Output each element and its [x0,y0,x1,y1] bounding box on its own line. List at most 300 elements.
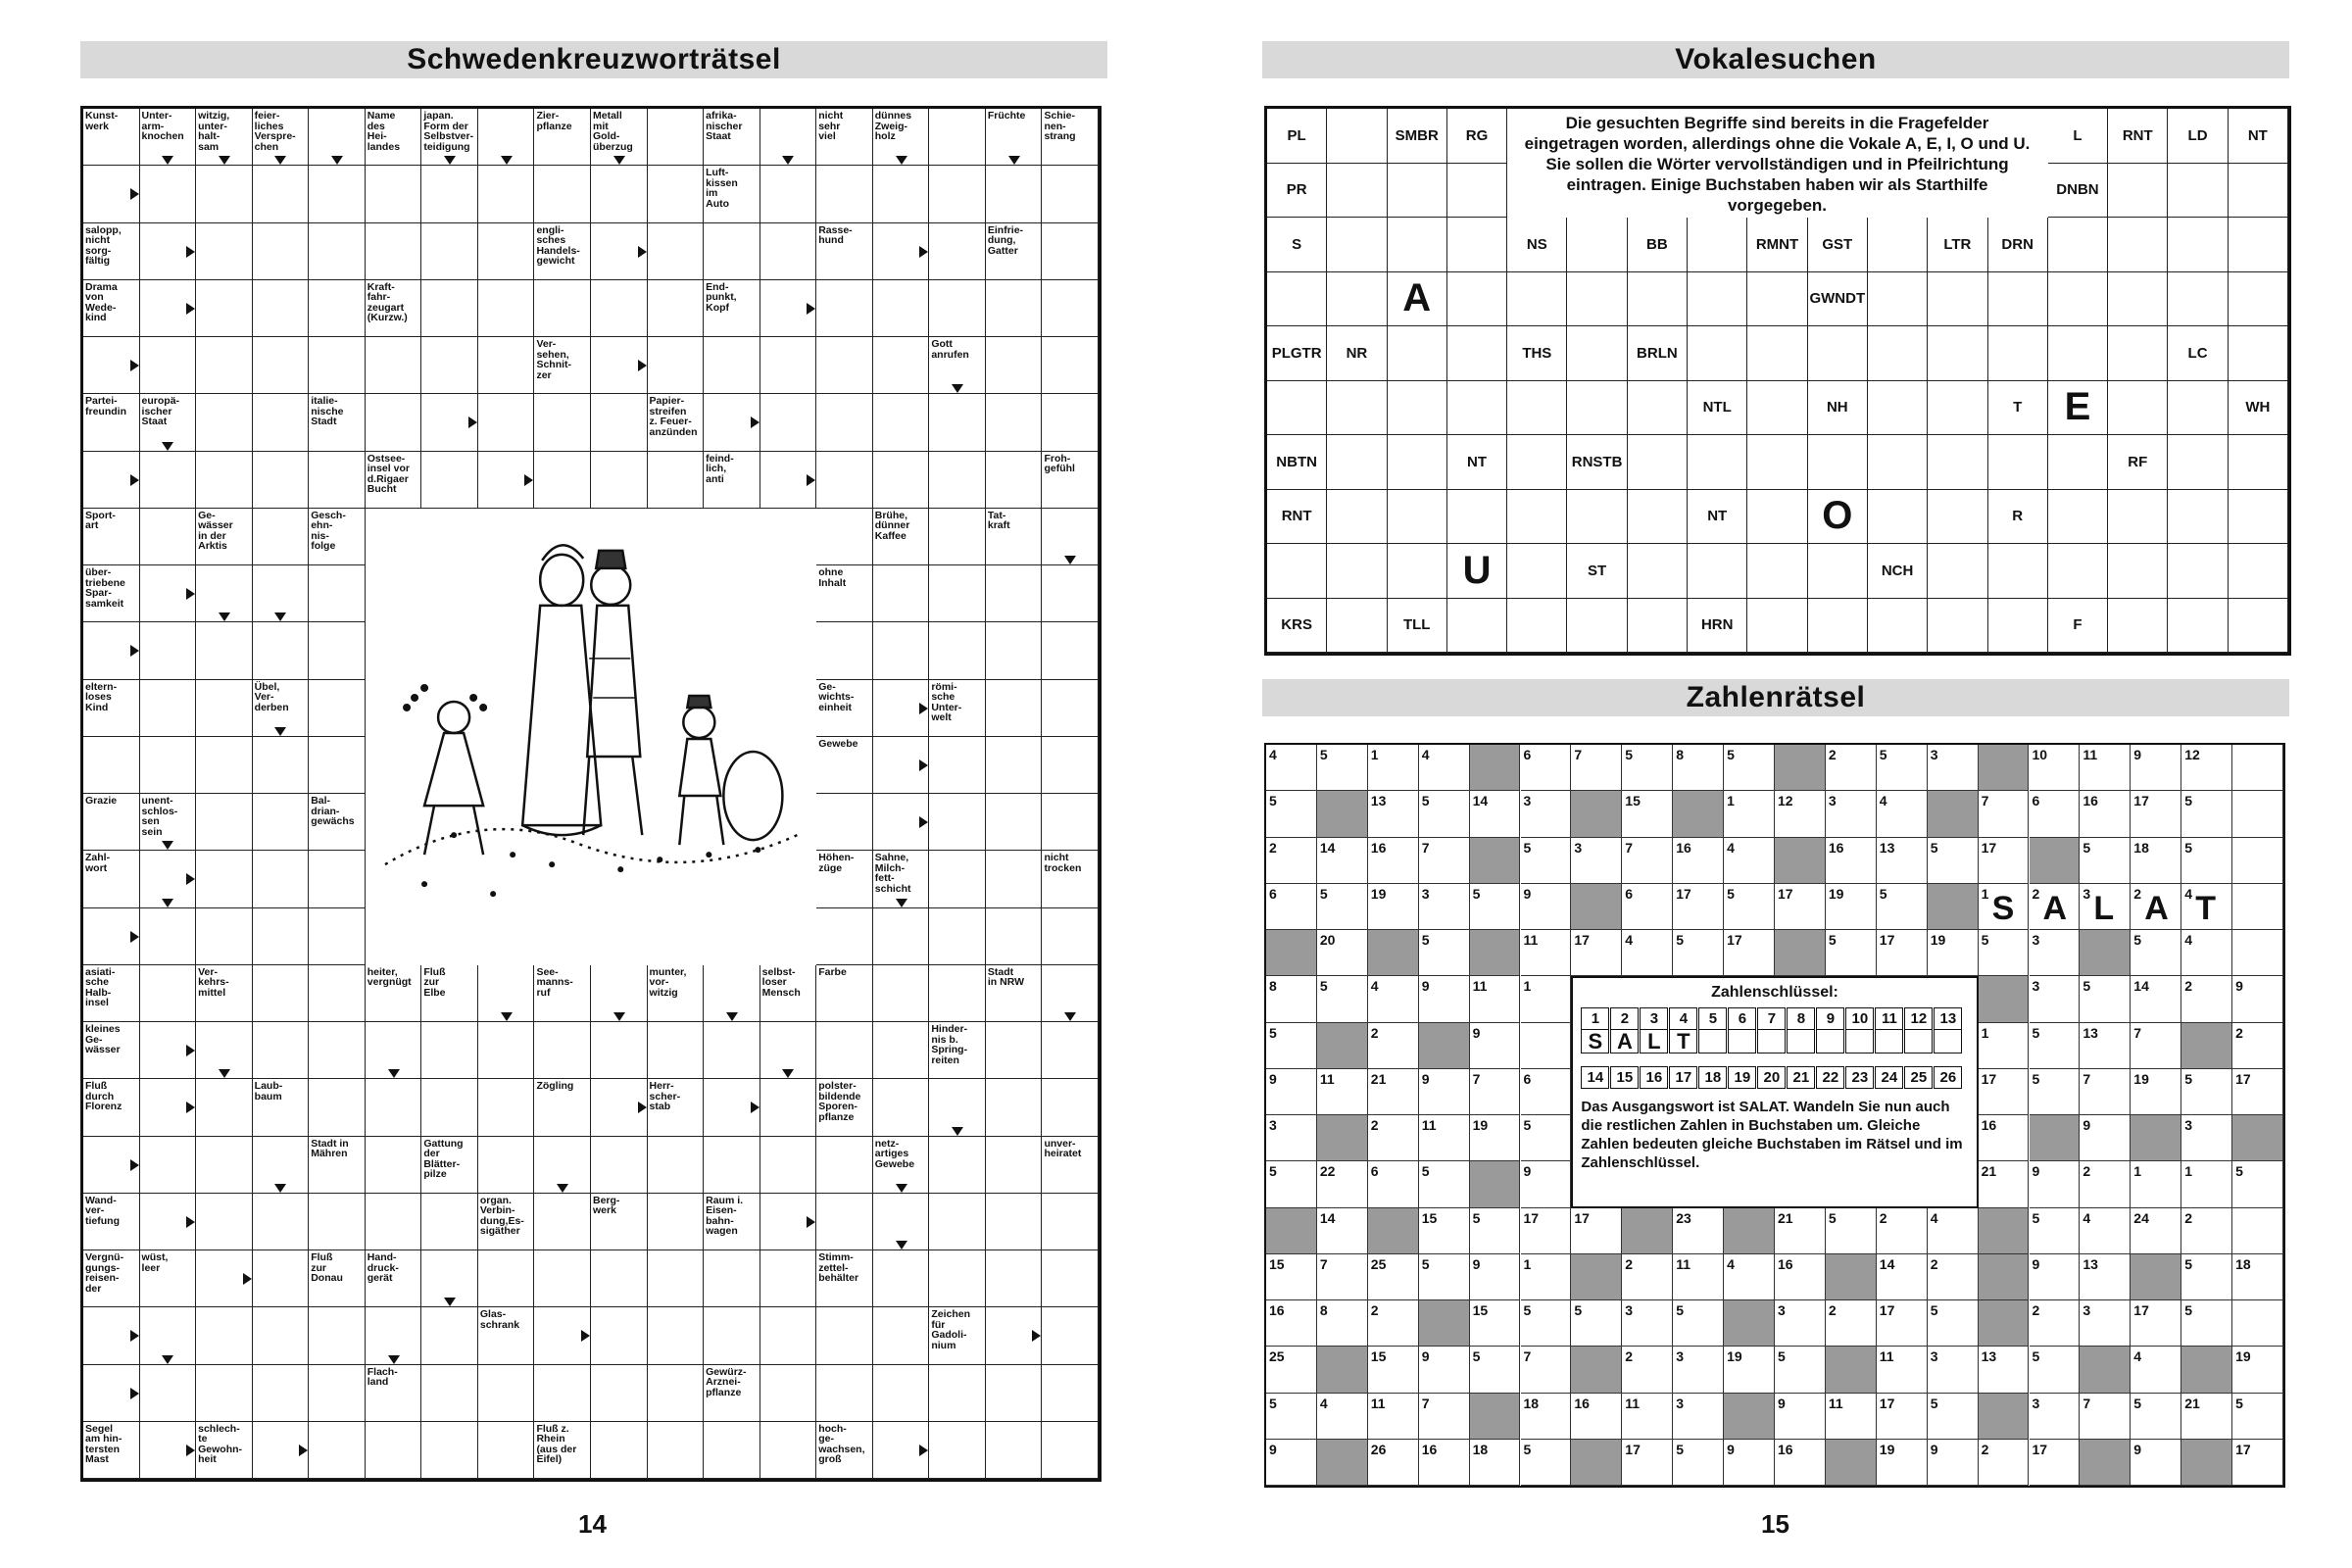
vowel-cell[interactable] [1868,218,1928,272]
number-cell[interactable]: 5 [1775,1347,1826,1393]
number-cell[interactable]: 5 [2181,838,2232,884]
crossword-cell[interactable] [816,1365,873,1422]
vowel-cell[interactable] [1447,599,1507,654]
number-cell[interactable]: 5 [1317,976,1368,1022]
number-cell[interactable]: 2 [2131,884,2181,930]
vowel-cell[interactable] [1988,544,2048,599]
number-cell[interactable]: 5 [2030,1069,2081,1115]
number-cell[interactable]: 17 [1521,1208,1572,1254]
number-cell[interactable]: 5 [1673,1300,1724,1347]
crossword-cell[interactable] [478,1137,535,1194]
crossword-cell[interactable] [196,1365,253,1422]
number-cell[interactable]: 11 [1673,1254,1724,1300]
crossword-cell[interactable] [534,1365,591,1422]
vowel-cell[interactable] [1507,435,1567,490]
crossword-cell[interactable] [1042,1422,1099,1479]
crossword-cell[interactable] [591,394,648,451]
number-cell[interactable]: 2 [2080,1161,2131,1207]
vowel-cell[interactable] [1267,544,1327,599]
number-cell[interactable]: 3 [2030,930,2081,976]
number-cell[interactable]: 5 [2080,838,2131,884]
crossword-cell[interactable] [196,1137,253,1194]
number-cell[interactable]: 3 [1266,1115,1317,1161]
number-cell[interactable]: 7 [1622,838,1673,884]
crossword-cell[interactable] [816,337,873,394]
number-cell[interactable]: 3 [2030,1394,2081,1440]
number-cell[interactable]: 16 [1775,1440,1826,1486]
vowel-cell[interactable] [1447,490,1507,545]
crossword-cell[interactable] [986,851,1043,907]
vowel-cell[interactable] [1747,381,1807,436]
vowel-cell[interactable] [1628,544,1688,599]
number-cell[interactable]: 1 [1979,884,2030,930]
crossword-cell[interactable] [986,1137,1043,1194]
crossword-cell[interactable] [986,337,1043,394]
number-cell[interactable]: 19 [1826,884,1877,930]
crossword-cell[interactable] [421,1194,478,1250]
crossword-cell[interactable] [873,908,930,965]
crossword-cell[interactable] [253,280,310,337]
crossword-cell[interactable] [478,394,535,451]
crossword-cell[interactable] [309,452,366,509]
vowel-cell[interactable] [1868,326,1928,381]
vowel-cell[interactable] [1868,272,1928,327]
number-cell[interactable]: 5 [1928,1300,1979,1347]
number-cell[interactable]: 5 [1470,1347,1521,1393]
crossword-cell[interactable] [309,1422,366,1479]
crossword-cell[interactable] [534,452,591,509]
crossword-cell[interactable] [986,680,1043,737]
crossword-cell[interactable] [421,280,478,337]
vowel-cell[interactable] [1988,599,2048,654]
crossword-cell[interactable] [648,1022,705,1079]
vowel-cell[interactable] [1507,599,1567,654]
crossword-cell[interactable] [873,452,930,509]
vowel-cell[interactable] [2168,544,2228,599]
crossword-cell[interactable] [1042,337,1099,394]
crossword-cell[interactable] [478,1422,535,1479]
number-cell[interactable]: 5 [1724,884,1775,930]
crossword-cell[interactable] [591,1422,648,1479]
number-cell[interactable]: 5 [2181,1254,2232,1300]
crossword-cell[interactable] [478,1250,535,1307]
crossword-cell[interactable] [1042,1307,1099,1364]
number-cell[interactable]: 6 [1521,1069,1572,1115]
key-letter[interactable] [1875,1030,1903,1054]
crossword-cell[interactable] [1042,565,1099,622]
number-cell[interactable]: 5 [1521,838,1572,884]
crossword-cell[interactable] [986,166,1043,222]
crossword-cell[interactable] [760,166,817,222]
number-cell[interactable]: 9 [1521,884,1572,930]
crossword-cell[interactable] [816,794,873,851]
number-cell[interactable]: 9 [1775,1394,1826,1440]
number-cell[interactable]: 19 [2232,1347,2283,1393]
vowel-cell[interactable] [2229,326,2288,381]
number-cell[interactable]: 4 [2181,930,2232,976]
vowel-cell[interactable] [1507,544,1567,599]
crossword-cell[interactable] [816,452,873,509]
number-cell[interactable]: 5 [2030,1347,2081,1393]
vowel-cell[interactable] [1327,381,1387,436]
crossword-cell[interactable] [1042,1365,1099,1422]
number-cell[interactable]: 11 [1521,930,1572,976]
number-cell[interactable] [2232,838,2283,884]
number-cell[interactable]: 6 [1266,884,1317,930]
crossword-cell[interactable] [366,1194,422,1250]
crossword-cell[interactable] [309,1307,366,1364]
number-cell[interactable]: 5 [1317,884,1368,930]
crossword-cell[interactable] [760,1307,817,1364]
number-cell[interactable]: 5 [1521,1440,1572,1486]
number-cell[interactable]: 5 [1622,745,1673,791]
number-cell[interactable]: 14 [1317,1208,1368,1254]
crossword-cell[interactable] [873,337,930,394]
vowel-cell[interactable] [2168,218,2228,272]
number-cell[interactable]: 5 [1928,838,1979,884]
crossword-cell[interactable] [760,1365,817,1422]
number-cell[interactable]: 3 [1826,791,1877,837]
number-cell[interactable]: 4 [1724,838,1775,884]
crossword-cell[interactable] [873,166,930,222]
number-cell[interactable]: 17 [2131,791,2181,837]
vowel-cell[interactable] [1628,272,1688,327]
key-letter[interactable] [1904,1030,1933,1054]
crossword-cell[interactable] [83,737,140,794]
number-cell[interactable]: 5 [2030,1023,2081,1069]
number-cell[interactable]: 26 [1368,1440,1419,1486]
number-cell[interactable]: 13 [2080,1254,2131,1300]
number-cell[interactable]: 9 [2030,1254,2081,1300]
key-letter[interactable]: A [1610,1030,1639,1054]
vowel-cell[interactable] [1567,326,1627,381]
vowel-cell[interactable] [1567,490,1627,545]
number-cell[interactable]: 5 [1266,1161,1317,1207]
crossword-cell[interactable] [1042,1194,1099,1250]
number-cell[interactable]: 2 [1877,1208,1928,1254]
crossword-cell[interactable] [648,166,705,222]
crossword-cell[interactable] [478,166,535,222]
crossword-cell[interactable] [986,794,1043,851]
key-letter[interactable]: T [1669,1030,1697,1054]
vowel-cell[interactable] [1747,599,1807,654]
crossword-cell[interactable] [648,1307,705,1364]
number-cell[interactable]: 17 [1877,1394,1928,1440]
number-cell[interactable]: 4 [1928,1208,1979,1254]
crossword-cell[interactable] [421,166,478,222]
vowel-cell[interactable] [1567,218,1627,272]
number-cell[interactable]: 5 [1266,1394,1317,1440]
number-cell[interactable]: 2 [2181,1208,2232,1254]
vowel-cell[interactable] [1928,544,1987,599]
number-cell[interactable]: 19 [1877,1440,1928,1486]
crossword-cell[interactable] [929,851,986,907]
number-cell[interactable]: 17 [1979,838,2030,884]
crossword-cell[interactable] [309,737,366,794]
number-cell[interactable]: 1 [1521,1254,1572,1300]
number-cell[interactable]: 20 [1317,930,1368,976]
crossword-cell[interactable] [704,337,760,394]
number-cell[interactable]: 17 [2232,1440,2283,1486]
crossword-cell[interactable] [929,622,986,679]
vowel-cell[interactable] [2168,164,2228,219]
crossword-cell[interactable] [1042,737,1099,794]
crossword-cell[interactable] [478,337,535,394]
number-cell[interactable]: 5 [1521,1300,1572,1347]
number-cell[interactable]: 5 [1724,745,1775,791]
crossword-cell[interactable] [196,1194,253,1250]
crossword-cell[interactable] [986,622,1043,679]
vowel-cell[interactable] [2108,326,2168,381]
crossword-cell[interactable] [929,166,986,222]
crossword-cell[interactable] [760,394,817,451]
vowel-cell[interactable] [1327,435,1387,490]
vowel-cell[interactable] [1928,326,1987,381]
vowel-cell[interactable] [1988,326,2048,381]
crossword-cell[interactable] [591,280,648,337]
number-cell[interactable]: 14 [2131,976,2181,1022]
number-cell[interactable]: 5 [2232,1394,2283,1440]
number-cell[interactable]: 18 [2232,1254,2283,1300]
crossword-cell[interactable] [873,1250,930,1307]
crossword-cell[interactable] [421,337,478,394]
number-cell[interactable]: 4 [1317,1394,1368,1440]
number-cell[interactable]: 14 [1877,1254,1928,1300]
crossword-cell[interactable] [816,1194,873,1250]
number-cell[interactable]: 18 [1470,1440,1521,1486]
vowel-cell[interactable] [1388,490,1447,545]
number-cell[interactable]: 3 [1622,1300,1673,1347]
number-cell[interactable]: 5 [1979,930,2030,976]
vowel-cell[interactable] [1688,435,1747,490]
number-cell[interactable]: 17 [1775,884,1826,930]
crossword-cell[interactable] [253,794,310,851]
crossword-cell[interactable] [816,1307,873,1364]
vowel-cell[interactable] [2229,490,2288,545]
crossword-cell[interactable] [421,1365,478,1422]
number-cell[interactable]: 5 [1470,1208,1521,1254]
vowel-cell[interactable] [1388,164,1447,219]
number-cell[interactable]: 9 [2232,976,2283,1022]
key-letter[interactable] [1698,1030,1727,1054]
number-cell[interactable]: 5 [2030,1208,2081,1254]
crossword-cell[interactable] [366,166,422,222]
crossword-cell[interactable] [309,1022,366,1079]
number-cell[interactable]: 19 [1470,1115,1521,1161]
number-cell[interactable]: 7 [1521,1347,1572,1393]
crossword-cell[interactable] [648,1422,705,1479]
number-cell[interactable]: 7 [2080,1069,2131,1115]
number-cell[interactable]: 7 [2131,1023,2181,1069]
number-cell[interactable]: 18 [1521,1394,1572,1440]
crossword-cell[interactable] [196,1307,253,1364]
vowel-cell[interactable] [1567,272,1627,327]
number-cell[interactable]: 1 [2181,1161,2232,1207]
crossword-cell[interactable] [196,1079,253,1136]
number-cell[interactable]: 2 [1826,1300,1877,1347]
vowel-cell[interactable] [1388,544,1447,599]
number-cell[interactable]: 5 [2131,1394,2181,1440]
number-cell[interactable]: 5 [1673,930,1724,976]
number-cell[interactable]: 14 [1317,838,1368,884]
vowel-cell[interactable] [2168,272,2228,327]
number-cell[interactable]: 19 [1724,1347,1775,1393]
crossword-cell[interactable] [986,1022,1043,1079]
key-letter[interactable] [1816,1030,1844,1054]
number-cell[interactable]: 9 [1470,1023,1521,1069]
crossword-cell[interactable] [816,908,873,965]
number-cell[interactable]: 9 [1521,1161,1572,1207]
vowel-cell[interactable] [1388,435,1447,490]
crossword-cell[interactable] [929,280,986,337]
crossword-cell[interactable] [929,965,986,1022]
vowel-cell[interactable] [2168,381,2228,436]
crossword-cell[interactable] [478,1365,535,1422]
number-cell[interactable] [1521,1023,1572,1069]
number-cell[interactable]: 4 [2131,1347,2181,1393]
vowel-cell[interactable] [1688,218,1747,272]
crossword-cell[interactable] [309,166,366,222]
crossword-cell[interactable] [760,1137,817,1194]
vowel-cell[interactable] [2108,164,2168,219]
key-letter[interactable] [1728,1030,1756,1054]
crossword-cell[interactable] [196,908,253,965]
crossword-cell[interactable] [421,1307,478,1364]
crossword-cell[interactable] [704,1137,760,1194]
crossword-cell[interactable] [309,1365,366,1422]
number-cell[interactable]: 3 [1928,1347,1979,1393]
vowel-cell[interactable] [1388,326,1447,381]
crossword-cell[interactable] [929,1422,986,1479]
crossword-cell[interactable] [873,622,930,679]
vowel-cell[interactable] [1447,381,1507,436]
crossword-cell[interactable] [986,280,1043,337]
crossword-cell[interactable] [816,509,873,565]
number-cell[interactable]: 11 [1622,1394,1673,1440]
number-cell[interactable]: 1 [1368,745,1419,791]
number-cell[interactable]: 3 [1673,1394,1724,1440]
vowel-cell[interactable] [2229,599,2288,654]
vowel-cell[interactable] [2108,381,2168,436]
vowel-cell[interactable] [1868,435,1928,490]
number-cell[interactable]: 16 [1571,1394,1622,1440]
number-cell[interactable]: 2 [1622,1347,1673,1393]
number-cell[interactable]: 5 [2080,976,2131,1022]
number-cell[interactable]: 9 [2030,1161,2081,1207]
number-cell[interactable]: 2 [2232,1023,2283,1069]
number-cell[interactable]: 5 [1419,930,1470,976]
crossword-cell[interactable] [309,1194,366,1250]
crossword-cell[interactable] [196,166,253,222]
number-cell[interactable]: 2 [1979,1440,2030,1486]
vowel-cell[interactable] [1688,326,1747,381]
number-cell[interactable]: 2 [1826,745,1877,791]
vowel-cell[interactable] [1388,218,1447,272]
vowel-cell[interactable] [1507,490,1567,545]
crossword-cell[interactable] [196,337,253,394]
crossword-cell[interactable] [648,1365,705,1422]
number-cell[interactable]: 3 [2080,1300,2131,1347]
vowel-cell[interactable] [2229,164,2288,219]
vowel-cell[interactable] [1808,599,1868,654]
vowel-cell[interactable] [2168,599,2228,654]
number-cell[interactable]: 5 [2181,791,2232,837]
number-cell[interactable]: 13 [1877,838,1928,884]
vowel-cell[interactable] [1327,490,1387,545]
vowel-cell[interactable] [2048,218,2108,272]
vowel-cell[interactable] [1928,490,1987,545]
crossword-cell[interactable] [253,1307,310,1364]
crossword-cell[interactable] [140,509,197,565]
crossword-cell[interactable] [140,1137,197,1194]
number-cell[interactable]: 11 [1470,976,1521,1022]
crossword-cell[interactable] [704,1422,760,1479]
crossword-cell[interactable] [309,965,366,1022]
number-cell[interactable]: 19 [1368,884,1419,930]
crossword-cell[interactable] [421,1422,478,1479]
number-cell[interactable]: 16 [1673,838,1724,884]
number-cell[interactable]: 1 [1521,976,1572,1022]
key-letter[interactable] [1757,1030,1786,1054]
crossword-cell[interactable] [140,166,197,222]
vowel-cell[interactable] [1988,272,2048,327]
number-cell[interactable]: 7 [1419,1394,1470,1440]
number-cell[interactable]: 11 [1826,1394,1877,1440]
number-cell[interactable]: 5 [1470,884,1521,930]
key-letter[interactable] [1787,1030,1815,1054]
crossword-cell[interactable] [816,394,873,451]
number-cell[interactable]: 5 [1826,930,1877,976]
vowel-cell[interactable] [1868,599,1928,654]
crossword-cell[interactable] [929,452,986,509]
crossword-cell[interactable] [253,1365,310,1422]
crossword-cell[interactable] [929,109,986,166]
crossword-cell[interactable] [309,1079,366,1136]
number-cell[interactable]: 2 [2030,884,2081,930]
number-cell[interactable]: 5 [2131,930,2181,976]
crossword-cell[interactable] [986,1422,1043,1479]
crossword-cell[interactable] [591,1022,648,1079]
vowel-cell[interactable] [1868,381,1928,436]
crossword-cell[interactable] [929,794,986,851]
crossword-cell[interactable] [421,1079,478,1136]
vowel-cell[interactable] [2048,490,2108,545]
number-cell[interactable] [2232,884,2283,930]
vowel-cell[interactable] [2108,272,2168,327]
crossword-cell[interactable] [648,280,705,337]
number-cell[interactable]: 5 [1928,1394,1979,1440]
crossword-cell[interactable] [760,1250,817,1307]
number-cell[interactable]: 1 [1724,791,1775,837]
number-cell[interactable]: 17 [1877,930,1928,976]
crossword-cell[interactable] [253,509,310,565]
number-cell[interactable]: 6 [1622,884,1673,930]
crossword-cell[interactable] [929,565,986,622]
vowel-cell[interactable] [1747,272,1807,327]
vowel-cell[interactable] [1688,272,1747,327]
number-cell[interactable]: 17 [2131,1300,2181,1347]
crossword-cell[interactable] [309,680,366,737]
vowel-cell[interactable] [2048,544,2108,599]
number-cell[interactable]: 5 [1571,1300,1622,1347]
number-cell[interactable]: 7 [1979,791,2030,837]
number-cell[interactable]: 12 [2181,745,2232,791]
crossword-cell[interactable] [929,1194,986,1250]
vowel-cell[interactable] [1747,544,1807,599]
number-cell[interactable]: 5 [2181,1069,2232,1115]
vowel-cell[interactable] [1267,272,1327,327]
crossword-cell[interactable] [478,280,535,337]
